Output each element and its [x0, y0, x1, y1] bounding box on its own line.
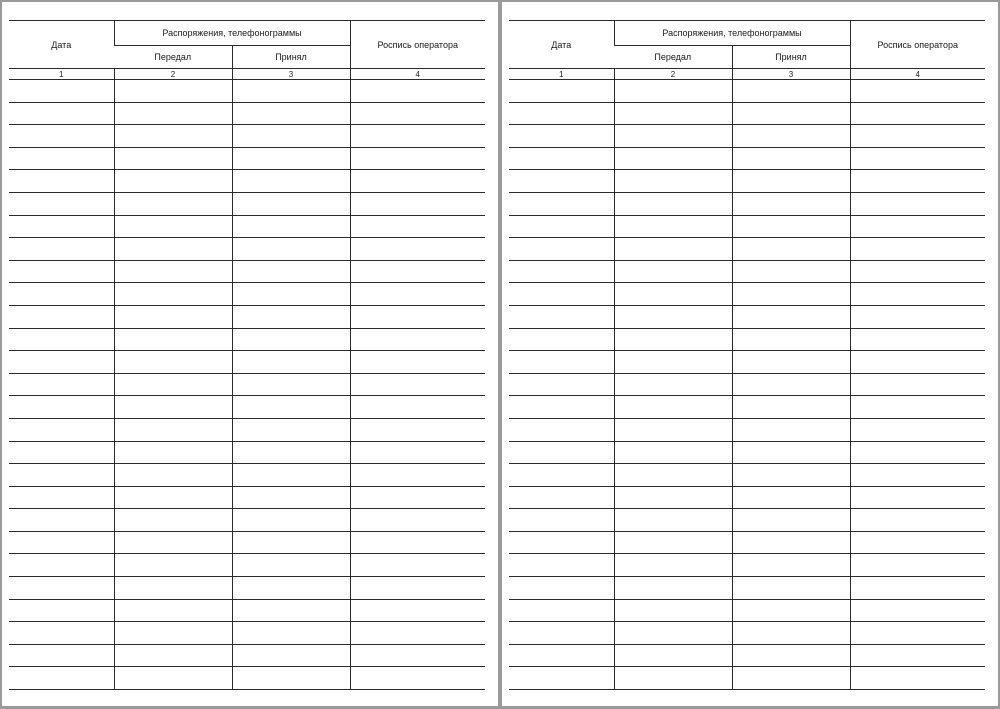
- date-cell: [509, 441, 614, 464]
- date-cell: [9, 192, 114, 215]
- received-cell: [732, 464, 850, 487]
- column-number: 3: [732, 69, 850, 80]
- signature-cell: [850, 80, 985, 103]
- date-cell: [509, 102, 614, 125]
- date-cell: [9, 622, 114, 645]
- date-cell: [9, 418, 114, 441]
- received-cell: [732, 554, 850, 577]
- signature-cell: [850, 644, 985, 667]
- date-cell: [9, 509, 114, 532]
- sent-cell: [114, 531, 232, 554]
- date-cell: [509, 80, 614, 103]
- received-cell: [732, 102, 850, 125]
- log-row: [9, 599, 485, 622]
- date-cell: [9, 667, 114, 690]
- date-cell: [9, 577, 114, 600]
- log-row: [509, 102, 985, 125]
- log-row: [509, 283, 985, 306]
- signature-cell: [350, 577, 485, 600]
- log-row: [9, 554, 485, 577]
- date-cell: [9, 441, 114, 464]
- signature-cell: [850, 396, 985, 419]
- header-received: Принял: [732, 46, 850, 69]
- signature-cell: [850, 102, 985, 125]
- date-cell: [509, 486, 614, 509]
- log-row: [9, 441, 485, 464]
- log-page-left: [2, 2, 498, 706]
- received-cell: [732, 396, 850, 419]
- date-cell: [9, 554, 114, 577]
- sent-cell: [614, 622, 732, 645]
- sent-cell: [114, 328, 232, 351]
- date-cell: [509, 554, 614, 577]
- sent-cell: [114, 599, 232, 622]
- sent-cell: [114, 351, 232, 374]
- date-cell: [509, 215, 614, 238]
- sent-cell: [614, 80, 732, 103]
- sent-cell: [614, 599, 732, 622]
- sent-cell: [114, 486, 232, 509]
- log-row: [509, 192, 985, 215]
- signature-cell: [350, 283, 485, 306]
- received-cell: [232, 554, 350, 577]
- sent-cell: [614, 102, 732, 125]
- received-cell: [232, 486, 350, 509]
- signature-cell: [350, 260, 485, 283]
- sent-cell: [614, 418, 732, 441]
- log-row: [509, 351, 985, 374]
- sent-cell: [114, 441, 232, 464]
- signature-cell: [850, 283, 985, 306]
- received-cell: [232, 373, 350, 396]
- sent-cell: [114, 418, 232, 441]
- received-cell: [732, 577, 850, 600]
- sent-cell: [614, 215, 732, 238]
- signature-cell: [350, 464, 485, 487]
- received-cell: [232, 238, 350, 261]
- log-row: [509, 599, 985, 622]
- log-row: [509, 328, 985, 351]
- date-cell: [509, 283, 614, 306]
- signature-cell: [850, 125, 985, 148]
- sent-cell: [114, 215, 232, 238]
- received-cell: [732, 509, 850, 532]
- date-cell: [509, 644, 614, 667]
- sent-cell: [114, 238, 232, 261]
- sent-cell: [114, 577, 232, 600]
- received-cell: [732, 192, 850, 215]
- sent-cell: [114, 373, 232, 396]
- date-cell: [509, 351, 614, 374]
- date-cell: [9, 238, 114, 261]
- received-cell: [732, 667, 850, 690]
- header-orders-telephonograms: Распоряжения, телефонограммы: [614, 21, 850, 46]
- date-cell: [509, 328, 614, 351]
- received-cell: [732, 215, 850, 238]
- sent-cell: [614, 644, 732, 667]
- signature-cell: [350, 170, 485, 193]
- sent-cell: [614, 373, 732, 396]
- received-cell: [232, 622, 350, 645]
- signature-cell: [350, 80, 485, 103]
- date-cell: [9, 351, 114, 374]
- sent-cell: [114, 283, 232, 306]
- sent-cell: [114, 644, 232, 667]
- log-row: [9, 396, 485, 419]
- header-operator-signature: Роспись оператора: [350, 21, 485, 69]
- received-cell: [232, 396, 350, 419]
- received-cell: [732, 328, 850, 351]
- log-entries-right: [509, 80, 985, 690]
- received-cell: [232, 170, 350, 193]
- signature-cell: [850, 215, 985, 238]
- date-cell: [9, 147, 114, 170]
- date-cell: [9, 328, 114, 351]
- log-row: [509, 577, 985, 600]
- header-orders-telephonograms: Распоряжения, телефонограммы: [114, 21, 350, 46]
- signature-cell: [350, 667, 485, 690]
- signature-cell: [350, 238, 485, 261]
- signature-cell: [350, 396, 485, 419]
- log-row: [509, 238, 985, 261]
- received-cell: [732, 283, 850, 306]
- log-row: [509, 464, 985, 487]
- received-cell: [232, 441, 350, 464]
- log-row: [509, 396, 985, 419]
- column-number: 2: [614, 69, 732, 80]
- log-entries-left: [9, 80, 485, 690]
- received-cell: [232, 418, 350, 441]
- log-row: [9, 509, 485, 532]
- sent-cell: [114, 554, 232, 577]
- received-cell: [232, 260, 350, 283]
- log-row: [509, 373, 985, 396]
- received-cell: [732, 531, 850, 554]
- signature-cell: [850, 441, 985, 464]
- log-row: [509, 509, 985, 532]
- log-row: [9, 80, 485, 103]
- sent-cell: [114, 260, 232, 283]
- signature-cell: [850, 531, 985, 554]
- sent-cell: [614, 328, 732, 351]
- header-sent: Передал: [114, 46, 232, 69]
- signature-cell: [350, 215, 485, 238]
- signature-cell: [350, 441, 485, 464]
- received-cell: [732, 486, 850, 509]
- received-cell: [232, 599, 350, 622]
- log-row: [509, 667, 985, 690]
- signature-cell: [350, 351, 485, 374]
- date-cell: [9, 599, 114, 622]
- date-cell: [509, 577, 614, 600]
- sent-cell: [114, 464, 232, 487]
- column-number: 4: [850, 69, 985, 80]
- log-row: [9, 238, 485, 261]
- signature-cell: [350, 147, 485, 170]
- received-cell: [232, 464, 350, 487]
- sent-cell: [614, 464, 732, 487]
- log-row: [9, 351, 485, 374]
- signature-cell: [850, 373, 985, 396]
- date-cell: [509, 238, 614, 261]
- received-cell: [732, 80, 850, 103]
- signature-cell: [850, 305, 985, 328]
- log-row: [9, 260, 485, 283]
- date-cell: [509, 170, 614, 193]
- signature-cell: [350, 622, 485, 645]
- header-date: Дата: [9, 21, 114, 69]
- sent-cell: [614, 147, 732, 170]
- date-cell: [509, 599, 614, 622]
- received-cell: [232, 667, 350, 690]
- signature-cell: [350, 373, 485, 396]
- signature-cell: [350, 486, 485, 509]
- date-cell: [9, 80, 114, 103]
- sent-cell: [114, 509, 232, 532]
- log-row: [509, 441, 985, 464]
- date-cell: [509, 418, 614, 441]
- sent-cell: [614, 396, 732, 419]
- sent-cell: [614, 125, 732, 148]
- log-row: [9, 577, 485, 600]
- received-cell: [232, 351, 350, 374]
- date-cell: [509, 192, 614, 215]
- header-operator-signature: Роспись оператора: [850, 21, 985, 69]
- log-row: [509, 531, 985, 554]
- signature-cell: [850, 667, 985, 690]
- sent-cell: [114, 667, 232, 690]
- received-cell: [732, 622, 850, 645]
- signature-cell: [850, 170, 985, 193]
- date-cell: [509, 464, 614, 487]
- received-cell: [732, 147, 850, 170]
- log-row: [509, 486, 985, 509]
- sent-cell: [614, 305, 732, 328]
- sent-cell: [614, 238, 732, 261]
- signature-cell: [850, 192, 985, 215]
- signature-cell: [850, 418, 985, 441]
- log-row: [509, 644, 985, 667]
- sent-cell: [614, 509, 732, 532]
- log-row: [9, 328, 485, 351]
- received-cell: [732, 441, 850, 464]
- log-row: [509, 215, 985, 238]
- sent-cell: [114, 80, 232, 103]
- date-cell: [9, 102, 114, 125]
- received-cell: [232, 80, 350, 103]
- received-cell: [232, 192, 350, 215]
- received-cell: [732, 238, 850, 261]
- date-cell: [9, 305, 114, 328]
- sent-cell: [114, 147, 232, 170]
- sent-cell: [614, 577, 732, 600]
- log-row: [9, 622, 485, 645]
- received-cell: [732, 373, 850, 396]
- signature-cell: [850, 238, 985, 261]
- signature-cell: [850, 577, 985, 600]
- date-cell: [9, 260, 114, 283]
- date-cell: [9, 486, 114, 509]
- sent-cell: [614, 283, 732, 306]
- signature-cell: [350, 418, 485, 441]
- log-row: [9, 464, 485, 487]
- log-row: [9, 373, 485, 396]
- log-row: [509, 260, 985, 283]
- signature-cell: [350, 125, 485, 148]
- signature-cell: [850, 622, 985, 645]
- date-cell: [9, 125, 114, 148]
- received-cell: [232, 283, 350, 306]
- sent-cell: [114, 192, 232, 215]
- sent-cell: [614, 667, 732, 690]
- log-row: [9, 418, 485, 441]
- sent-cell: [614, 531, 732, 554]
- date-cell: [9, 644, 114, 667]
- log-row: [509, 125, 985, 148]
- column-number: 1: [509, 69, 614, 80]
- signature-cell: [350, 192, 485, 215]
- header-received: Принял: [232, 46, 350, 69]
- received-cell: [732, 644, 850, 667]
- sent-cell: [114, 102, 232, 125]
- log-row: [9, 192, 485, 215]
- date-cell: [509, 396, 614, 419]
- log-row: [509, 554, 985, 577]
- log-row: [9, 125, 485, 148]
- header-sent: Передал: [614, 46, 732, 69]
- received-cell: [732, 125, 850, 148]
- received-cell: [232, 509, 350, 532]
- column-number: 2: [114, 69, 232, 80]
- date-cell: [9, 170, 114, 193]
- sent-cell: [614, 486, 732, 509]
- received-cell: [732, 599, 850, 622]
- signature-cell: [850, 599, 985, 622]
- received-cell: [732, 305, 850, 328]
- log-table-right: [509, 20, 985, 690]
- date-cell: [509, 509, 614, 532]
- sent-cell: [114, 396, 232, 419]
- date-cell: [509, 125, 614, 148]
- signature-cell: [850, 464, 985, 487]
- log-row: [509, 622, 985, 645]
- date-cell: [509, 305, 614, 328]
- signature-cell: [850, 509, 985, 532]
- signature-cell: [350, 509, 485, 532]
- date-cell: [9, 283, 114, 306]
- log-row: [509, 80, 985, 103]
- date-cell: [509, 373, 614, 396]
- date-cell: [9, 531, 114, 554]
- log-page-right: [502, 2, 998, 706]
- log-row: [9, 486, 485, 509]
- log-row: [9, 644, 485, 667]
- sent-cell: [614, 351, 732, 374]
- sent-cell: [114, 170, 232, 193]
- sent-cell: [614, 260, 732, 283]
- date-cell: [9, 373, 114, 396]
- signature-cell: [850, 147, 985, 170]
- received-cell: [232, 125, 350, 148]
- date-cell: [9, 396, 114, 419]
- log-row: [9, 215, 485, 238]
- received-cell: [232, 531, 350, 554]
- log-row: [9, 147, 485, 170]
- received-cell: [232, 644, 350, 667]
- sent-cell: [614, 192, 732, 215]
- signature-cell: [850, 486, 985, 509]
- received-cell: [732, 260, 850, 283]
- date-cell: [509, 622, 614, 645]
- signature-cell: [350, 305, 485, 328]
- signature-cell: [850, 554, 985, 577]
- log-table-left: [9, 20, 485, 690]
- date-cell: [509, 260, 614, 283]
- received-cell: [732, 418, 850, 441]
- received-cell: [232, 328, 350, 351]
- received-cell: [732, 351, 850, 374]
- signature-cell: [350, 531, 485, 554]
- log-row: [9, 102, 485, 125]
- signature-cell: [850, 260, 985, 283]
- log-row: [509, 170, 985, 193]
- signature-cell: [350, 554, 485, 577]
- sent-cell: [614, 441, 732, 464]
- received-cell: [232, 577, 350, 600]
- sent-cell: [114, 125, 232, 148]
- column-number: 1: [9, 69, 114, 80]
- date-cell: [509, 531, 614, 554]
- sent-cell: [614, 554, 732, 577]
- received-cell: [232, 305, 350, 328]
- signature-cell: [350, 644, 485, 667]
- log-row: [9, 667, 485, 690]
- log-row: [9, 283, 485, 306]
- log-row: [509, 147, 985, 170]
- date-cell: [509, 147, 614, 170]
- date-cell: [9, 464, 114, 487]
- log-row: [9, 531, 485, 554]
- received-cell: [232, 102, 350, 125]
- signature-cell: [350, 102, 485, 125]
- date-cell: [9, 215, 114, 238]
- log-row: [509, 305, 985, 328]
- signature-cell: [850, 328, 985, 351]
- column-number: 4: [350, 69, 485, 80]
- sent-cell: [114, 305, 232, 328]
- log-row: [9, 305, 485, 328]
- log-row: [9, 170, 485, 193]
- received-cell: [732, 170, 850, 193]
- sent-cell: [614, 170, 732, 193]
- signature-cell: [850, 351, 985, 374]
- received-cell: [232, 215, 350, 238]
- header-date: Дата: [509, 21, 614, 69]
- date-cell: [509, 667, 614, 690]
- received-cell: [232, 147, 350, 170]
- signature-cell: [350, 328, 485, 351]
- log-row: [509, 418, 985, 441]
- sent-cell: [114, 622, 232, 645]
- column-number: 3: [232, 69, 350, 80]
- signature-cell: [350, 599, 485, 622]
